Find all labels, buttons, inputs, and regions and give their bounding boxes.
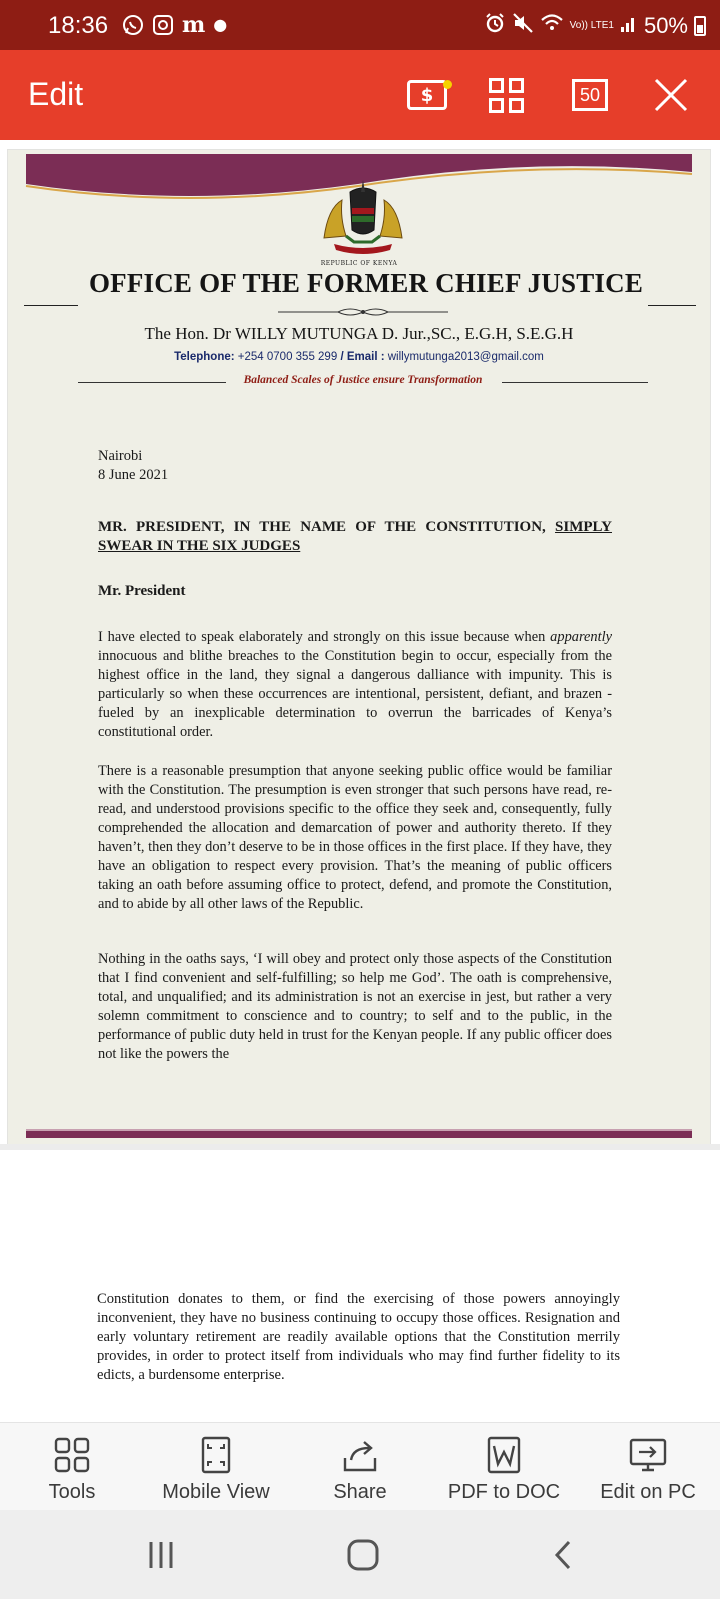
paragraph-4: Constitution donates to them, or find the exercising of those powers annoyingly inconvenient, they have no business continuing to occupy those offices. Resignation and early voluntary retirement are readily available options that the Constitution merrily provides, in order to protect itself from individuals who may find further fidelity to its edicts, a burdensome enterprise.	[97, 1291, 620, 1383]
battery-icon	[694, 16, 706, 36]
paragraph-2: There is a reasonable presumption that anyone seeking public office would be familiar with the Constitution. The presumption is even stronger that such persons have read, re-read, and understood provisions specific to the office they seek and, consequently, fully comprehended the allocation and demarcation of power and authority thereto. If they haven’t, then they don’t deserve to be in those offices in the first place. If they have, they have an obligation to respect every provision. That’s the meaning of public officers taking an oath before assuming office to protect, defend, and promote the Constitution, and to abide by all other laws of the Republic.	[98, 763, 612, 912]
dot-icon: ●	[213, 15, 228, 34]
back-button[interactable]	[543, 1538, 583, 1572]
edit-title[interactable]: Edit	[28, 76, 84, 112]
office-title: OFFICE OF THE FORMER CHIEF JUSTICE	[88, 268, 644, 298]
close-button[interactable]	[650, 74, 692, 116]
mobile-view-icon	[196, 1435, 236, 1475]
pdf-to-doc-icon	[484, 1435, 524, 1475]
letter-headline	[98, 518, 612, 556]
tools-button[interactable]	[0, 1423, 144, 1510]
app-bar	[0, 50, 720, 140]
contact-line	[8, 351, 710, 363]
recent-apps-button[interactable]	[141, 1538, 181, 1572]
tools-icon	[52, 1435, 92, 1475]
motto-line	[78, 374, 648, 390]
pdf-page-2[interactable]	[0, 1150, 720, 1422]
back-icon	[551, 1539, 575, 1571]
status-bar	[0, 0, 720, 50]
ticket-button[interactable]	[402, 74, 452, 116]
paragraph-1-italic: apparently	[550, 629, 612, 645]
lte-indicator: Vo)) LTE1	[569, 20, 614, 31]
ticket-symbol: $	[420, 84, 434, 106]
grid-view-button[interactable]	[486, 74, 526, 116]
battery-percent: 50%	[643, 13, 688, 38]
headline-part-1: MR. PRESIDENT, IN THE NAME OF THE CONSTITUTION,	[98, 519, 556, 535]
share-button[interactable]	[288, 1423, 432, 1510]
navigation-bar	[0, 1510, 720, 1599]
mobile-view-button[interactable]	[144, 1423, 288, 1510]
wifi-icon	[540, 12, 564, 40]
m-icon: m	[182, 12, 206, 38]
gallery-icon	[152, 14, 174, 40]
ticket-icon	[407, 80, 447, 110]
republic-label: REPUBLIC OF KENYA	[320, 260, 398, 267]
paragraph-1-rest: innocuous and blithe breaches to the Constitution begin to occur, especially from the highest office in the land, they signal a dangerous dalliance with impunity. This is particularly so when these occurrences are intentional, persistent, defiant, and brazen - fueled by an inexplicable determination to overrun the barricades of Kenya’s constitutional order.	[98, 648, 612, 740]
paragraph-1	[98, 628, 612, 742]
pdf-to-doc-button[interactable]	[432, 1423, 576, 1510]
recent-apps-icon	[146, 1540, 176, 1570]
footer-band	[26, 1131, 692, 1138]
telephone-number: +254 0700 355 299	[237, 351, 338, 363]
page-count: 50	[572, 79, 608, 111]
mobile-view-label: Mobile View	[162, 1481, 270, 1503]
tools-label: Tools	[48, 1481, 96, 1503]
letter-place: Nairobi	[98, 448, 143, 464]
paragraph-3: Nothing in the oaths says, ‘I will obey and protect only those aspects of the Constitution that I find convenient and self-fulfilling; so help me God’. The oath is comprehensive, total, and unqualified; and its administration is not an exercise in jest, but rather a very solemn commitment to conscience and to country; to self and to the public, in the performance of public duty held in trust for the Kenyan people. If any public officer does not like the powers the	[98, 951, 612, 1062]
home-icon	[346, 1538, 380, 1572]
alarm-icon	[484, 12, 506, 40]
telephone-label: Telephone:	[174, 351, 235, 363]
system-status	[484, 12, 706, 40]
status-time: 18:36	[48, 12, 109, 39]
email-address: willymutunga2013@gmail.com	[387, 351, 544, 363]
notification-icons	[122, 14, 227, 40]
signal-icon	[620, 13, 638, 39]
edit-on-pc-icon	[628, 1435, 668, 1475]
close-icon	[653, 77, 689, 113]
home-button[interactable]	[343, 1538, 383, 1572]
mute-icon	[512, 12, 534, 40]
whatsapp-icon	[122, 14, 144, 40]
notification-dot	[443, 80, 452, 89]
headline-part-2: SIMPLY SWEAR IN THE SIX JUDGES	[98, 519, 612, 554]
share-label: Share	[333, 1481, 387, 1503]
title-flourish	[278, 306, 448, 318]
email-label: / Email :	[340, 351, 385, 363]
document-viewer[interactable]	[0, 140, 720, 1422]
salutation: Mr. President	[98, 583, 186, 599]
paragraph-1-lead: I have elected to speak elaborately and strongly on this issue because when	[98, 629, 551, 645]
edit-on-pc-label: Edit on PC	[600, 1481, 696, 1503]
grid-icon	[489, 78, 524, 113]
holder-name: The Hon. Dr WILLY MUTUNGA D. Jur.,SC., E.G.H, S.E.G.H	[144, 324, 574, 343]
pdf-page-1[interactable]	[8, 150, 710, 1146]
letter-date: 8 June 2021	[98, 467, 169, 483]
page-count-button[interactable]	[570, 74, 610, 116]
pdf-to-doc-label: PDF to DOC	[447, 1481, 561, 1503]
bottom-toolbar	[0, 1422, 720, 1510]
edit-on-pc-button[interactable]	[576, 1423, 720, 1510]
share-icon	[340, 1435, 380, 1475]
motto: Balanced Scales of Justice ensure Transformation	[243, 374, 483, 386]
coat-of-arms-logo	[320, 178, 406, 258]
